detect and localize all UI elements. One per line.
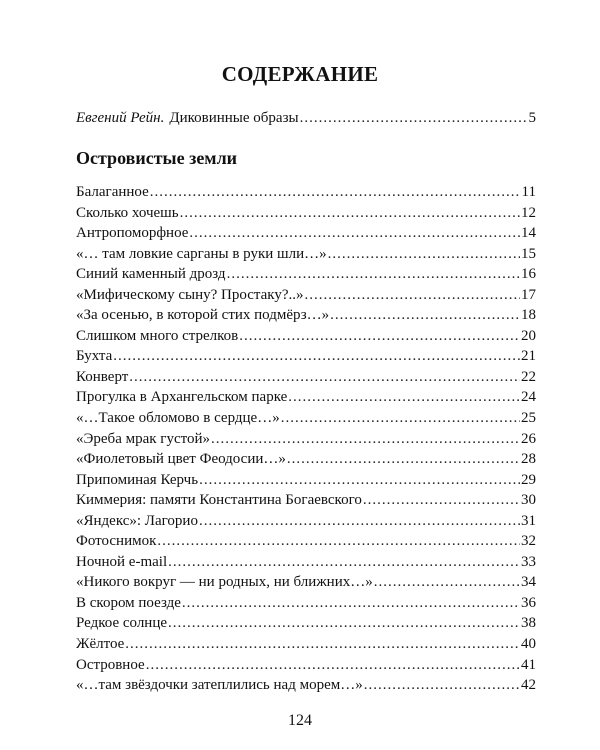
intro-title: Диковинные образы: [169, 110, 299, 126]
dot-leader: [374, 572, 520, 593]
toc-entry-title: Киммерия: памяти Константина Богаевского: [76, 492, 362, 509]
toc-entry-title: «…Такое обломово в сердце…»: [76, 410, 280, 427]
toc-list: [76, 182, 536, 696]
toc-entry-title: «… там ловкие сарганы в руки шли…»: [76, 245, 327, 262]
toc-entry-title: Припоминая Керчь: [76, 471, 199, 488]
toc-entry-page: 24: [521, 389, 536, 406]
toc-entry-page: 33: [521, 553, 536, 570]
toc-entry-title: Бухта: [76, 348, 113, 365]
dot-leader: [211, 429, 520, 450]
toc-entry: [76, 490, 536, 511]
toc-entry: [76, 203, 536, 224]
toc-entry: [76, 264, 536, 285]
toc-entry-page: 22: [521, 368, 536, 385]
toc-entry-page: 34: [521, 574, 536, 591]
toc-entry: [76, 449, 536, 470]
toc-entry: [76, 367, 536, 388]
toc-entry: [76, 387, 536, 408]
toc-entry: [76, 613, 536, 634]
toc-entry: [76, 675, 536, 696]
dot-leader: [129, 367, 520, 388]
toc-entry-title: В скором поезде: [76, 594, 181, 611]
dot-leader: [281, 408, 520, 429]
toc-entry: [76, 634, 536, 655]
toc-entry-page: 21: [521, 348, 536, 365]
toc-entry-title: «…там звёздочки затеплились над морем…»: [76, 677, 363, 694]
page-title: СОДЕРЖАНИЕ: [221, 62, 379, 86]
dot-leader: [113, 346, 520, 367]
toc-entry-page: 40: [521, 636, 536, 653]
toc-entry-title: «За осенью, в которой стих подмёрз…»: [76, 307, 330, 324]
toc-entry-page: 11: [521, 184, 536, 200]
dot-leader: [182, 593, 520, 614]
toc-entry-title: Ночной e-mail: [76, 553, 168, 570]
dot-leader: [300, 108, 528, 128]
dot-leader: [189, 223, 520, 244]
toc-entry-title: Фотоснимок: [76, 533, 157, 550]
toc-entry-title: Балаганное: [76, 184, 149, 200]
dot-leader: [227, 264, 520, 285]
dot-leader: [287, 449, 520, 470]
dot-leader: [180, 203, 520, 224]
toc-entry-title: Жёлтое: [76, 636, 125, 653]
toc-entry: [76, 511, 536, 532]
toc-entry-page: 29: [521, 471, 536, 488]
toc-entry-page: 28: [521, 451, 536, 468]
toc-entry: [76, 470, 536, 491]
toc-entry-title: Редкое солнце: [76, 615, 168, 632]
toc-entry-page: 30: [521, 492, 536, 509]
dot-leader: [146, 655, 520, 676]
toc-entry-page: 18: [521, 307, 536, 324]
dot-leader: [125, 634, 520, 655]
dot-leader: [364, 675, 520, 696]
toc-entry-title: Конверт: [76, 368, 129, 385]
toc-entry-title: Островное: [76, 656, 145, 673]
toc-entry-page: 32: [521, 533, 536, 550]
toc-entry: [76, 326, 536, 347]
dot-leader: [363, 490, 520, 511]
toc-entry-page: 26: [521, 430, 536, 447]
toc-entry-page: 15: [521, 245, 536, 262]
dot-leader: [199, 511, 520, 532]
toc-entry-page: 17: [521, 286, 536, 303]
toc-entry-page: 38: [521, 615, 536, 632]
toc-entry-page: 36: [521, 594, 536, 611]
toc-entry: [76, 244, 536, 265]
toc-entry: [76, 655, 536, 676]
dot-leader: [150, 182, 521, 203]
toc-entry: [76, 593, 536, 614]
toc-entry: [76, 346, 536, 367]
toc-entry-page: 20: [521, 327, 536, 344]
toc-entry-page: 41: [521, 656, 536, 673]
section-heading: Островистые земли: [76, 148, 238, 168]
toc-entry: [76, 429, 536, 450]
toc-entry-title: Прогулка в Архангельском парке: [76, 389, 288, 406]
toc-entry-title: «Никого вокруг — ни родных, ни ближних…»: [76, 574, 373, 591]
dot-leader: [157, 531, 520, 552]
toc-entry-page: 12: [521, 204, 536, 221]
dot-leader: [199, 470, 520, 491]
toc-entry-page: 16: [521, 266, 536, 283]
toc-entry-page: 42: [521, 677, 536, 694]
dot-leader: [330, 305, 520, 326]
intro-page: 5: [528, 110, 536, 126]
dot-leader: [305, 285, 521, 306]
toc-entry-page: 14: [521, 225, 536, 242]
toc-entry-title: Слишком много стрелков: [76, 327, 239, 344]
toc-entry: [76, 223, 536, 244]
intro-entry: [76, 108, 536, 128]
toc-entry-page: 31: [521, 512, 536, 529]
toc-entry-title: Синий каменный дрозд: [76, 266, 226, 283]
toc-entry: [76, 531, 536, 552]
toc-entry-title: «Мифическому сыну? Простаку?..»: [76, 286, 304, 303]
toc-entry: [76, 285, 536, 306]
toc-entry: [76, 552, 536, 573]
page-number: 124: [288, 712, 312, 729]
dot-leader: [288, 387, 520, 408]
toc-entry-page: 25: [521, 410, 536, 427]
toc-entry-title: «Фиолетовый цвет Феодосии…»: [76, 451, 286, 468]
toc-entry-title: Антропоморфное: [76, 225, 189, 242]
toc-entry: [76, 305, 536, 326]
toc-entry: [76, 572, 536, 593]
dot-leader: [168, 552, 520, 573]
dot-leader: [239, 326, 520, 347]
dot-leader: [328, 244, 520, 265]
toc-entry-title: «Эреба мрак густой»: [76, 430, 210, 447]
toc-entry: [76, 408, 536, 429]
intro-author: Евгений Рейн.: [76, 110, 165, 126]
toc-entry-title: Сколько хочешь: [76, 204, 179, 221]
dot-leader: [168, 613, 520, 634]
toc-entry: [76, 182, 536, 203]
toc-entry-title: «Яндекс»: Лагорио: [76, 512, 198, 529]
